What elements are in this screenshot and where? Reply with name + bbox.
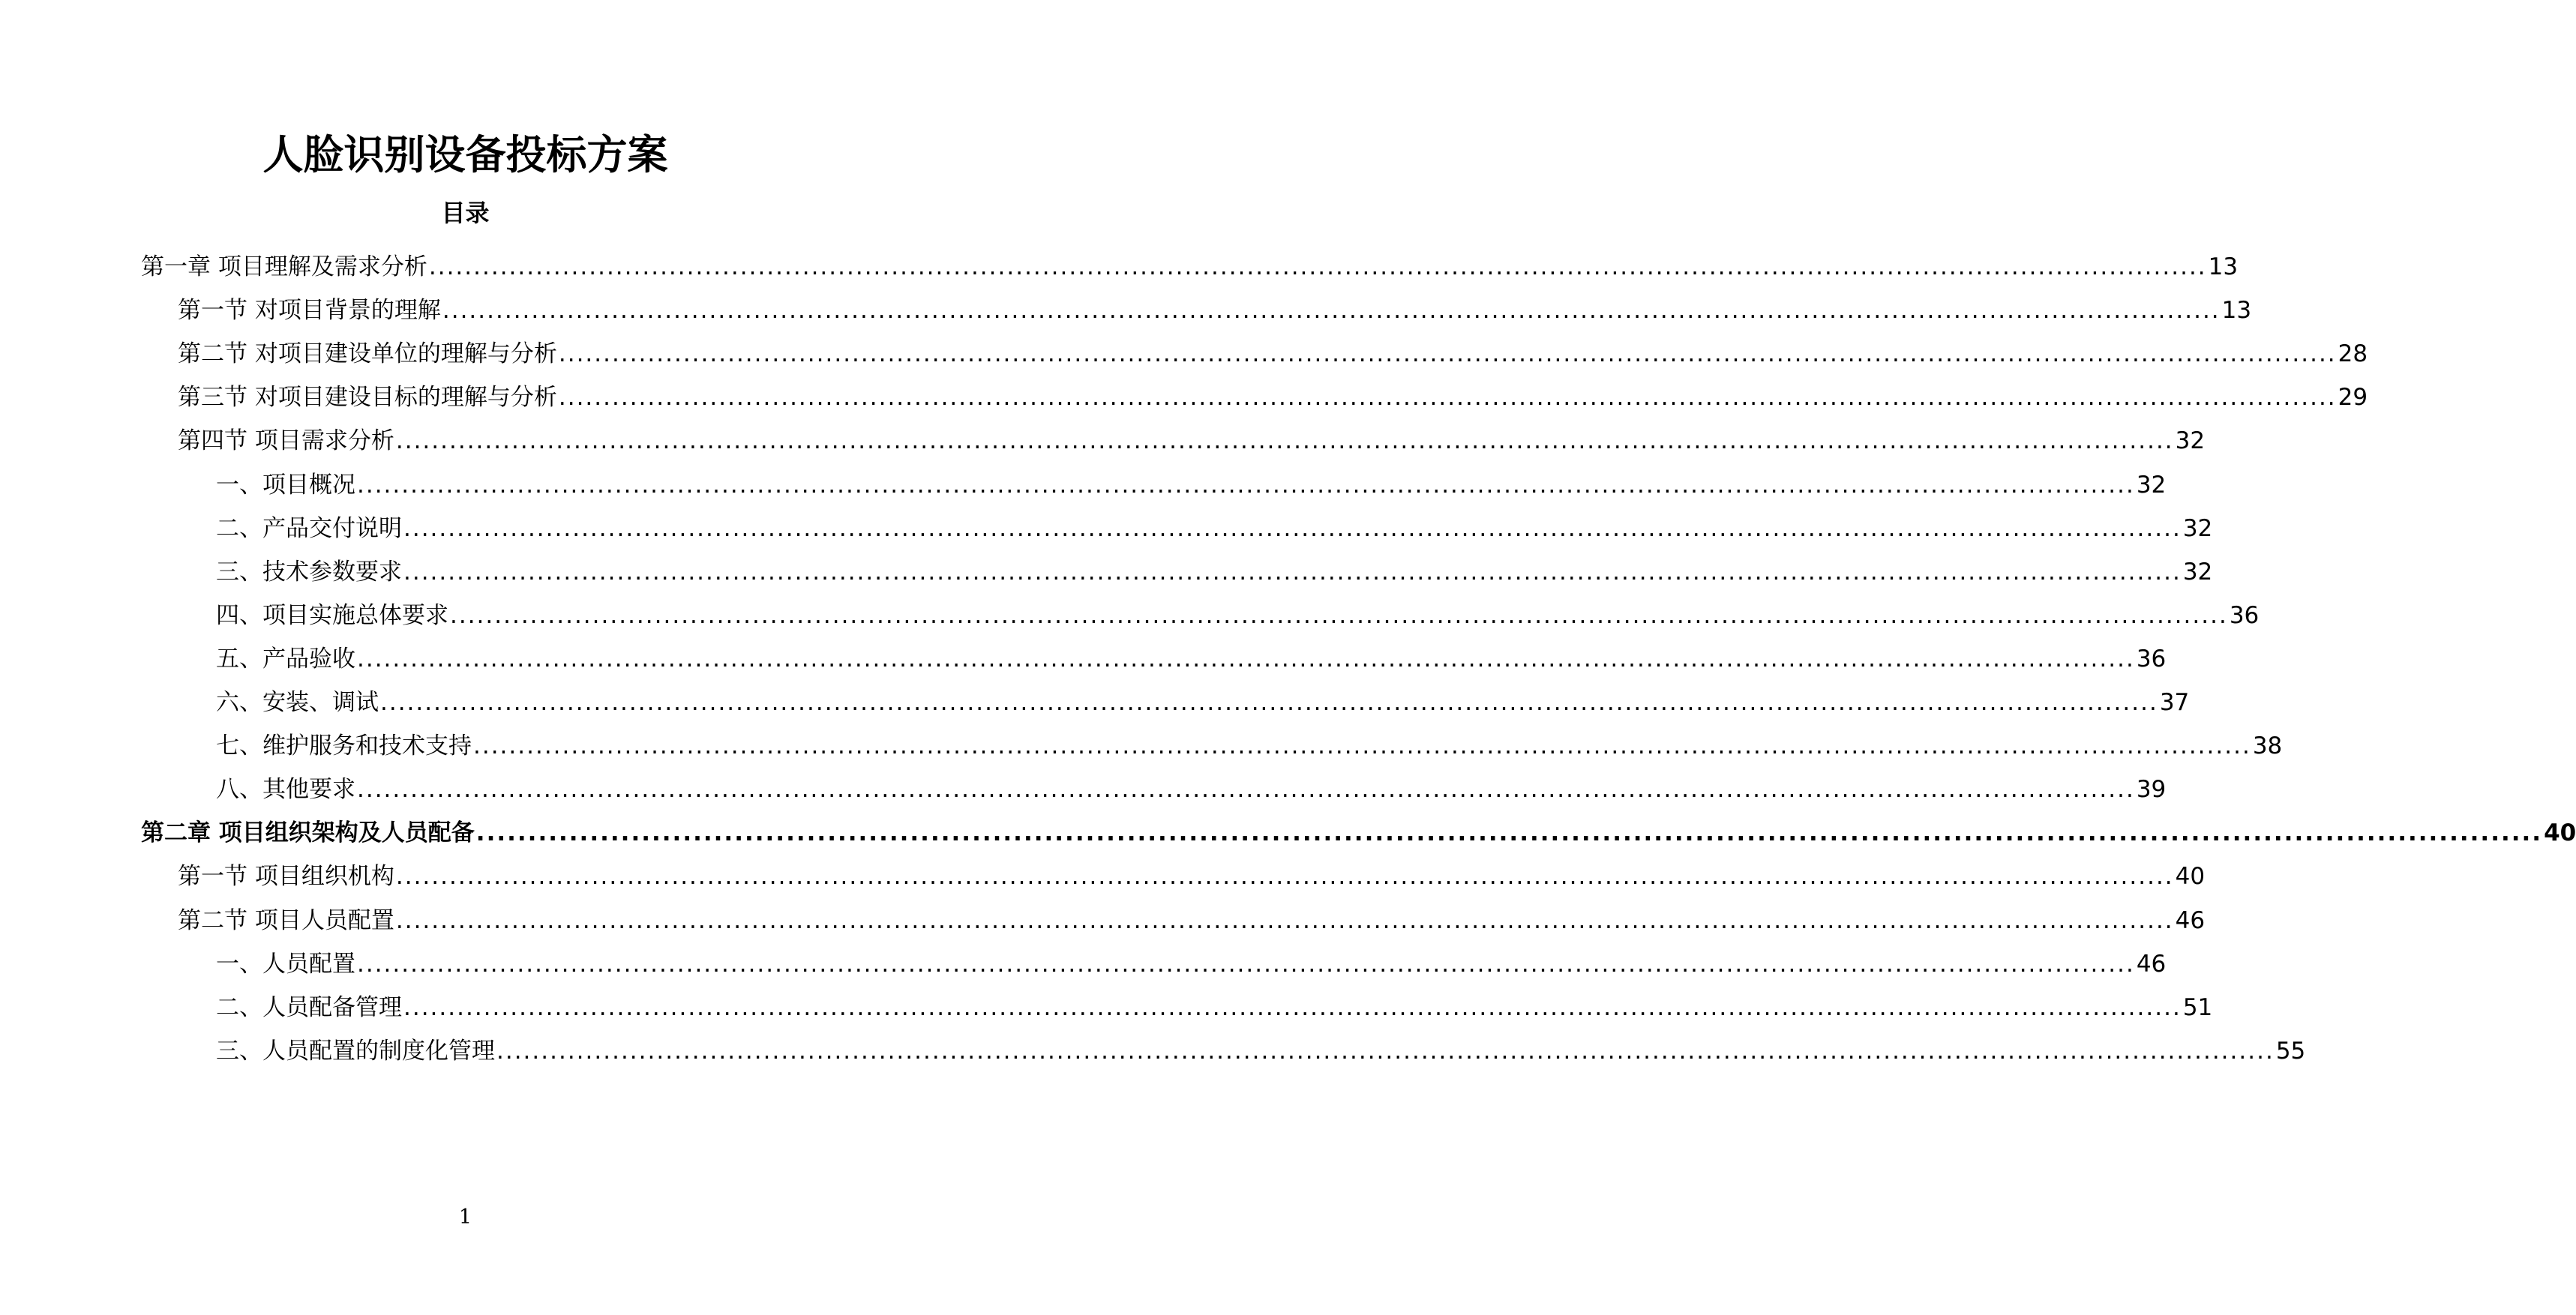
toc-entry[interactable] bbox=[178, 376, 2368, 418]
toc-entry-page: 39 bbox=[2136, 776, 2167, 804]
toc-entry-title: 第二节 对项目建设单位的理解与分析 bbox=[178, 340, 557, 368]
toc-entry-page: 38 bbox=[2252, 732, 2283, 760]
toc-dot-leader: ........................................................................................................................................................................................................ bbox=[380, 689, 2158, 716]
toc-entry-page: 32 bbox=[2175, 427, 2206, 455]
toc-entry-page: 32 bbox=[2182, 558, 2213, 586]
toc-dot-leader: ........................................................................................................................................................................................................ bbox=[403, 993, 2182, 1021]
toc-entry-title: 八、其他要求 bbox=[216, 776, 355, 804]
toc-entry-page: 36 bbox=[2229, 601, 2260, 629]
toc-entry-title: 二、人员配备管理 bbox=[216, 993, 402, 1021]
toc-entry[interactable] bbox=[178, 333, 2368, 375]
toc-entry[interactable] bbox=[216, 725, 2283, 767]
toc-entry[interactable] bbox=[216, 551, 2213, 593]
toc-entry-page: 29 bbox=[2338, 384, 2368, 412]
toc-entry[interactable] bbox=[216, 987, 2213, 1029]
toc-entry[interactable] bbox=[178, 420, 2206, 462]
toc-entry[interactable] bbox=[216, 768, 2167, 810]
toc-heading: 目录 bbox=[441, 199, 490, 227]
toc-entry-page: 55 bbox=[2275, 1037, 2306, 1065]
toc-entry[interactable] bbox=[216, 1030, 2306, 1072]
toc-entry[interactable] bbox=[216, 943, 2167, 985]
toc-entry[interactable] bbox=[216, 464, 2167, 506]
toc-entry-title: 三、人员配置的制度化管理 bbox=[216, 1037, 495, 1065]
toc-entry-title: 第二章 项目组织架构及人员配备 bbox=[141, 819, 475, 847]
toc-dot-leader: ........................................................................................................................................................................................................ bbox=[428, 253, 2207, 280]
toc-entry-page: 32 bbox=[2182, 514, 2213, 542]
toc-entry-title: 二、产品交付说明 bbox=[216, 514, 402, 542]
toc-entry[interactable] bbox=[216, 638, 2167, 680]
toc-dot-leader: ........................................................................................................................................................................................................ bbox=[403, 558, 2182, 586]
toc-entry-title: 三、技术参数要求 bbox=[216, 558, 402, 586]
toc-entry-title: 第一节 对项目背景的理解 bbox=[178, 297, 441, 325]
toc-entry-page: 13 bbox=[2221, 297, 2252, 325]
page-number: 1 bbox=[458, 1206, 472, 1229]
toc-entry-title: 五、产品验收 bbox=[216, 645, 355, 672]
toc-entry[interactable] bbox=[178, 289, 2252, 331]
toc-dot-leader: ........................................................................................................................................................................................................ bbox=[395, 906, 2174, 934]
toc-entry[interactable] bbox=[141, 246, 2239, 288]
toc-entry-title: 六、安装、调试 bbox=[216, 689, 379, 716]
toc-entry-page: 32 bbox=[2136, 471, 2167, 499]
toc-entry-page: 37 bbox=[2159, 689, 2190, 716]
toc-dot-leader: ........................................................................................................................................................................................................ bbox=[357, 471, 2135, 499]
toc-dot-leader: ........................................................................................................................................................................................................ bbox=[357, 950, 2135, 978]
toc-entry[interactable] bbox=[178, 855, 2206, 897]
toc-entry-page: 28 bbox=[2338, 340, 2368, 368]
toc-dot-leader: ........................................................................................................................................................................................................ bbox=[496, 1037, 2275, 1065]
toc-dot-leader: ........................................................................................................................................................................................................ bbox=[442, 297, 2221, 325]
toc-dot-leader: ........................................................................................................................................................................................................ bbox=[395, 863, 2174, 891]
toc-entry-page: 40 bbox=[2544, 819, 2576, 847]
toc-dot-leader: ........................................................................................................................................................................................................ bbox=[357, 776, 2135, 804]
toc-entry-title: 第二节 项目人员配置 bbox=[178, 906, 394, 934]
toc-entry-title: 第四节 项目需求分析 bbox=[178, 427, 394, 455]
toc-dot-leader: ........................................................................................................................................................................................................ bbox=[473, 732, 2251, 760]
toc-entry-page: 36 bbox=[2136, 645, 2167, 672]
toc-dot-leader: ........................................................................................................................................................................................................ bbox=[558, 384, 2337, 412]
toc-entry-title: 第一章 项目理解及需求分析 bbox=[141, 253, 427, 280]
toc-entry-title: 第一节 项目组织机构 bbox=[178, 863, 394, 891]
toc-entry-page: 40 bbox=[2175, 863, 2206, 891]
toc-dot-leader: ........................................................................................................................................................................................................ bbox=[357, 645, 2135, 672]
toc-entry[interactable] bbox=[216, 595, 2260, 637]
toc-entry[interactable] bbox=[216, 681, 2190, 723]
toc-entry-page: 13 bbox=[2208, 253, 2239, 280]
toc-entry[interactable] bbox=[216, 508, 2213, 550]
toc-dot-leader: ........................................................................................................................................................................................................ bbox=[558, 340, 2337, 368]
toc-entry-title: 第三节 对项目建设目标的理解与分析 bbox=[178, 384, 557, 412]
toc-entry[interactable] bbox=[141, 812, 2576, 854]
toc-entry-title: 四、项目实施总体要求 bbox=[216, 601, 448, 629]
toc-dot-leader: ........................................................................................................................................................................................................ bbox=[395, 427, 2174, 455]
toc-entry-page: 51 bbox=[2182, 993, 2213, 1021]
toc-dot-leader: ........................................................................................................................................................................................................ bbox=[450, 601, 2228, 629]
toc-entry-title: 七、维护服务和技术支持 bbox=[216, 732, 472, 760]
toc-dot-leader: ........................................................................................................................................................................................................ bbox=[475, 819, 2543, 847]
toc-dot-leader: ........................................................................................................................................................................................................ bbox=[403, 514, 2182, 542]
toc-entry-title: 一、项目概况 bbox=[216, 471, 355, 499]
toc-entry[interactable] bbox=[178, 900, 2206, 942]
toc-entry-title: 一、人员配置 bbox=[216, 950, 355, 978]
document-title: 人脸识别设备投标方案 bbox=[262, 131, 668, 178]
toc-entry-page: 46 bbox=[2175, 906, 2206, 934]
toc-entry-page: 46 bbox=[2136, 950, 2167, 978]
